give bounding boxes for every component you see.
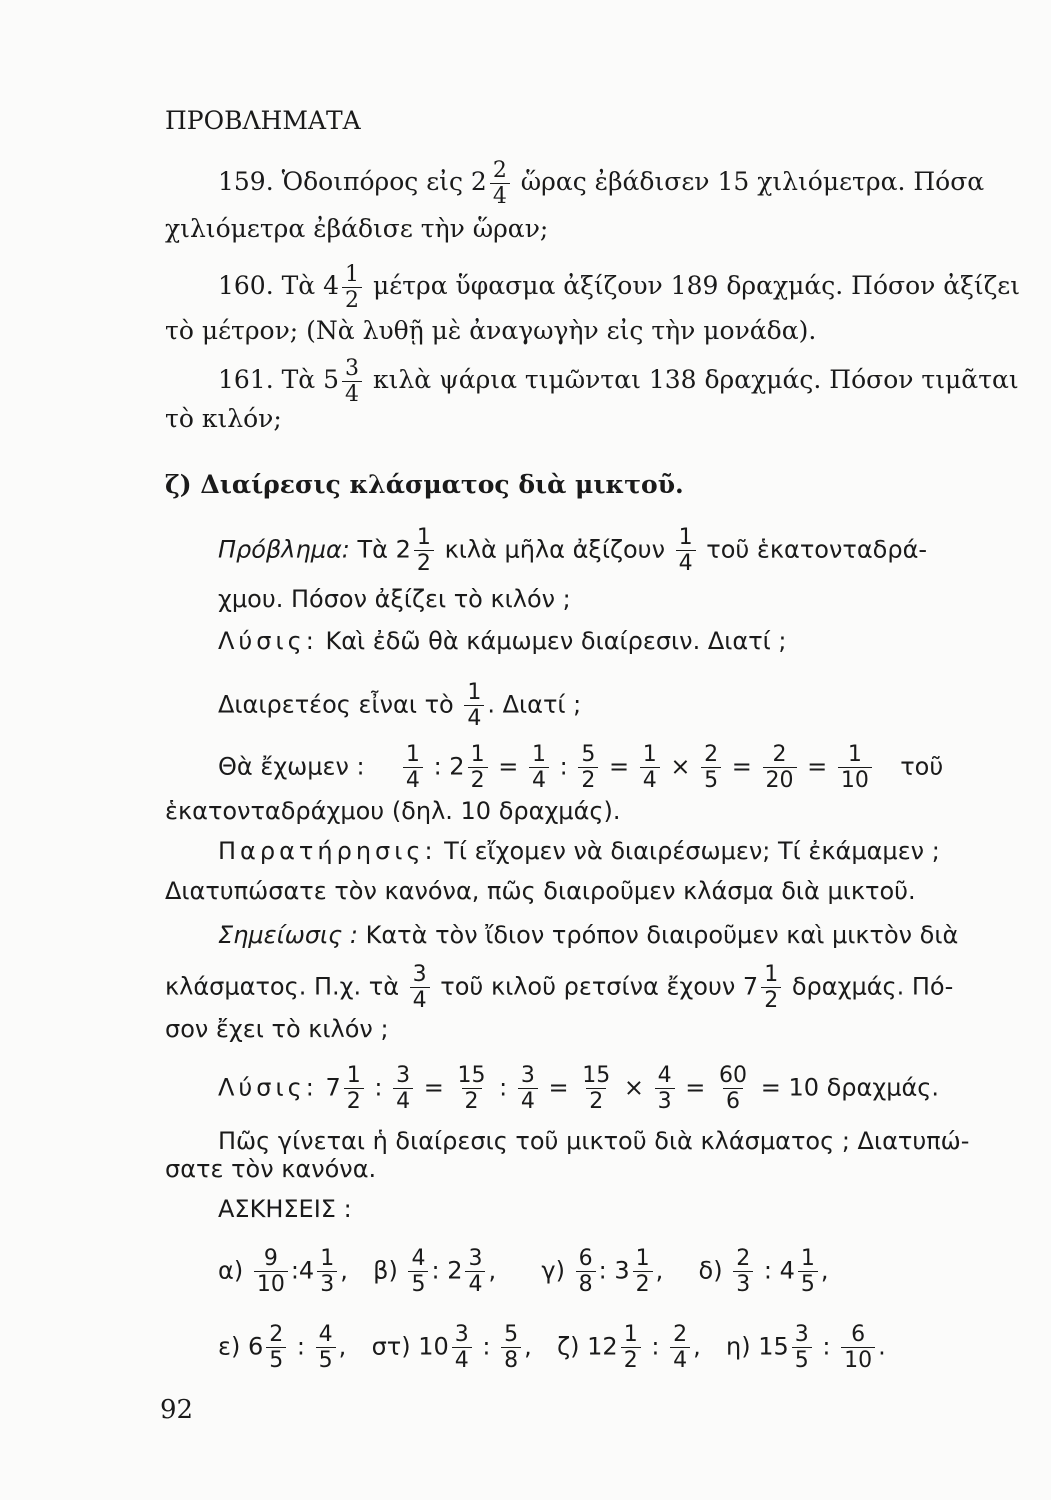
denominator: 2: [468, 767, 488, 793]
title-text: ΠΡΟΒΛΗΜΑΤΑ: [165, 106, 361, 135]
fraction: [501, 1322, 521, 1373]
mixed-whole: 2: [449, 752, 465, 781]
fraction: [670, 1322, 690, 1373]
page-title: [165, 104, 361, 138]
exercise-label: δ): [698, 1256, 723, 1285]
numerator: 2: [704, 742, 719, 767]
problem-text: ὥρας ἐβάδισεν 15 χιλιόμετρα. Πόσα: [520, 167, 985, 196]
numerator: 1: [470, 742, 485, 767]
fraction: [408, 1246, 428, 1297]
remark-label: Παρατήρησις:: [218, 837, 437, 865]
operator: =: [423, 1073, 444, 1102]
fraction: [254, 1246, 288, 1297]
mixed-whole: 10: [418, 1332, 449, 1361]
denominator: 8: [576, 1271, 596, 1297]
exercise-label: η): [725, 1332, 751, 1361]
problem-text: τὸ κιλόν;: [165, 404, 282, 433]
note-line2: [165, 962, 953, 1013]
fraction: [266, 1322, 286, 1373]
problem-statement-line1: [218, 525, 927, 576]
exercises-title-text: ΑΣΚΗΣΕΙΣ :: [218, 1195, 352, 1223]
denominator: 8: [501, 1347, 521, 1373]
mixed-whole: 4: [323, 271, 340, 300]
problem-number: 161.: [218, 365, 274, 394]
numerator: 6: [578, 1246, 593, 1271]
operator: =: [548, 1073, 569, 1102]
operator: =: [608, 752, 630, 781]
note-text: Κατὰ τὸν ἴδιον τρόπον διαιροῦμεν καὶ μικτὸν διὰ: [365, 921, 959, 949]
section-heading: [165, 468, 684, 502]
denominator: 4: [529, 767, 549, 793]
fraction: [342, 356, 362, 407]
solution2-question2: [165, 1152, 376, 1186]
note-text: κλάσματος. Π.χ. τὰ: [165, 972, 400, 1001]
exercise-label: ζ): [557, 1332, 580, 1361]
problem-text: μέτρα ὕφασμα ἀξίζουν 189 δραχμάς. Πόσον ἀξίζει: [373, 271, 1021, 300]
note-text: τοῦ κιλοῦ ρετσίνα ἔχουν: [440, 972, 736, 1001]
remark-line1: [218, 834, 940, 868]
numerator: 1: [346, 1063, 361, 1088]
operator: =: [760, 1073, 781, 1102]
separator: .: [878, 1332, 886, 1361]
numerator: 3: [396, 1063, 411, 1088]
denominator: 5: [266, 1347, 286, 1373]
problem-text: Τὰ: [281, 271, 316, 300]
mixed-whole: 4: [779, 1256, 795, 1285]
numerator: 5: [504, 1322, 519, 1347]
numerator: 1: [416, 525, 431, 550]
fraction: [579, 1063, 613, 1114]
denominator: 2: [342, 287, 362, 313]
mixed-whole: 2: [470, 167, 487, 196]
numerator: 9: [263, 1246, 278, 1271]
fraction: [393, 1063, 413, 1114]
denominator: 2: [414, 550, 434, 576]
fraction: [761, 962, 781, 1013]
fraction: [410, 962, 430, 1013]
fraction: [518, 1063, 538, 1114]
operator: :: [822, 1332, 831, 1361]
denominator: 5: [701, 767, 721, 793]
fraction: [403, 742, 423, 793]
problem-number: 159.: [218, 167, 274, 196]
solution2-equation: [218, 1063, 939, 1114]
denominator: 4: [464, 705, 484, 731]
fraction: [317, 1246, 337, 1297]
solution-text: Διαιρετέος εἶναι τὸ: [218, 690, 454, 719]
fraction: [621, 1322, 641, 1373]
fraction: [468, 742, 488, 793]
separator: ,: [488, 1256, 497, 1285]
solution-text: . Διατί ;: [487, 690, 582, 719]
mixed-whole: 4: [298, 1256, 315, 1285]
denominator: 2: [462, 1088, 482, 1114]
denominator: 3: [655, 1088, 675, 1114]
numerator: 2: [492, 158, 507, 183]
numerator: 1: [764, 962, 779, 987]
fraction: [576, 1246, 596, 1297]
fraction: [414, 525, 434, 576]
numerator: 3: [345, 356, 360, 381]
operator: =: [807, 752, 828, 781]
mixed-whole: 7: [742, 972, 759, 1001]
denominator: 4: [393, 1088, 413, 1114]
solution-text: σατε τὸν κανόνα.: [165, 1155, 377, 1183]
fraction: [763, 742, 797, 793]
remark-text: Διατυπώσατε τὸν κανόνα, πῶς διαιροῦμεν κλάσμα διὰ μικτοῦ.: [165, 877, 916, 905]
equation-text: ἑκατονταδράχμου (δηλ. 10 δραχμάς).: [165, 797, 621, 825]
operator: :: [374, 1073, 383, 1102]
denominator: 2: [633, 1271, 653, 1297]
numerator: 3: [520, 1063, 535, 1088]
denominator: 4: [670, 1347, 690, 1373]
problem-label: Πρόβλημα:: [218, 535, 350, 564]
numerator: 3: [794, 1322, 809, 1347]
numerator: 1: [847, 742, 862, 767]
operator: =: [731, 752, 752, 781]
exercise-label: β): [373, 1256, 398, 1285]
fraction: [701, 742, 721, 793]
fraction: [455, 1063, 489, 1114]
solution-result: 10 δραχμάς.: [788, 1073, 940, 1102]
denominator: 10: [841, 1347, 875, 1373]
note-text: σον ἔχει τὸ κιλόν ;: [165, 1015, 389, 1043]
fraction: [640, 742, 660, 793]
numerator: 3: [468, 1246, 483, 1271]
exercise-label: στ): [371, 1332, 411, 1361]
denominator: 20: [763, 767, 797, 793]
numerator: 4: [657, 1063, 672, 1088]
numerator: 4: [318, 1322, 333, 1347]
solution-line1: [218, 624, 786, 658]
numerator: 6: [851, 1322, 866, 1347]
note-line3: [165, 1012, 389, 1046]
exercise-label: ε): [218, 1332, 241, 1361]
numerator: 1: [800, 1246, 815, 1271]
exercises-row2: [218, 1322, 886, 1373]
fraction: [316, 1322, 336, 1373]
remark-line2: [165, 874, 916, 908]
exercises-title: [218, 1192, 352, 1226]
problem-text: τοῦ ἑκατονταδρά-: [706, 535, 928, 564]
numerator: 2: [772, 742, 787, 767]
remark-text: Τί εἴχομεν νὰ διαιρέσωμεν; Τί ἐκάμαμεν ;: [444, 837, 940, 865]
numerator: 1: [345, 262, 360, 287]
numerator: 1: [531, 742, 546, 767]
numerator: 2: [673, 1322, 688, 1347]
fraction: [342, 262, 362, 313]
solution-label: Λύσις:: [218, 627, 318, 655]
mixed-whole: 5: [323, 365, 340, 394]
numerator: 1: [623, 1322, 638, 1347]
problem-159-line2: [165, 212, 548, 246]
problem-number: 160.: [218, 271, 274, 300]
numerator: 1: [635, 1246, 650, 1271]
denominator: 4: [490, 183, 510, 209]
exercises-row1: [218, 1246, 829, 1297]
fraction: [452, 1322, 472, 1373]
mixed-whole: 2: [447, 1256, 463, 1285]
page-number: 92: [160, 1395, 194, 1425]
numerator: 4: [411, 1246, 426, 1271]
separator: ,: [655, 1256, 664, 1285]
separator: ,: [340, 1256, 348, 1285]
mixed-whole: 6: [247, 1332, 264, 1361]
numerator: 3: [454, 1322, 469, 1347]
numerator: 15: [457, 1063, 486, 1088]
note-text: δραχμάς. Πό-: [791, 972, 954, 1001]
operator: :: [433, 752, 442, 781]
note-label: Σημείωσις :: [218, 921, 358, 949]
denominator: 3: [733, 1271, 753, 1297]
fraction: [838, 742, 872, 793]
operator: :: [290, 1256, 299, 1285]
denominator: 10: [254, 1271, 288, 1297]
exercise-label: γ): [541, 1256, 565, 1285]
operator: :: [499, 1073, 508, 1102]
denominator: 4: [640, 767, 660, 793]
separator: ,: [338, 1332, 347, 1361]
numerator: 15: [582, 1063, 611, 1088]
solution-label: Λύσις:: [218, 1073, 318, 1102]
fraction: [344, 1063, 364, 1114]
operator: ×: [623, 1073, 645, 1102]
exercise-label: α): [218, 1256, 244, 1285]
denominator: 5: [408, 1271, 428, 1297]
numerator: 3: [412, 962, 427, 987]
fraction: [529, 742, 549, 793]
denominator: 2: [621, 1347, 641, 1373]
fraction: [465, 1246, 485, 1297]
denominator: 4: [518, 1088, 538, 1114]
fraction: [716, 1063, 750, 1114]
numerator: 5: [581, 742, 596, 767]
denominator: 5: [316, 1347, 336, 1373]
problem-text: χμου. Πόσον ἀξίζει τὸ κιλόν ;: [218, 585, 571, 613]
mixed-whole: 12: [587, 1332, 618, 1361]
problem-text: χιλιόμετρα ἐβάδισε τὴν ὥραν;: [165, 214, 549, 243]
denominator: 4: [465, 1271, 485, 1297]
problem-text: κιλὰ μῆλα ἀξίζουν: [444, 535, 665, 564]
problem-160-line1: [218, 262, 1020, 313]
denominator: 6: [723, 1088, 743, 1114]
operator: =: [685, 1073, 706, 1102]
denominator: 2: [578, 767, 598, 793]
mixed-whole: 3: [614, 1256, 630, 1285]
denominator: 2: [344, 1088, 364, 1114]
denominator: 4: [342, 381, 362, 407]
separator: ,: [820, 1256, 829, 1285]
fraction: [676, 525, 696, 576]
operator: :: [763, 1256, 772, 1285]
problem-159-line1: [218, 158, 984, 209]
denominator: 2: [761, 987, 781, 1013]
equation-line1: [218, 742, 943, 793]
fraction: [490, 158, 510, 209]
denominator: 3: [317, 1271, 337, 1297]
operator: :: [651, 1332, 660, 1361]
fraction: [792, 1322, 812, 1373]
problem-text: Τὰ: [357, 535, 388, 564]
operator: :: [296, 1332, 305, 1361]
denominator: 4: [452, 1347, 472, 1373]
solution-text: Πῶς γίνεται ἡ διαίρεσις τοῦ μικτοῦ διὰ κλάσματος ; Διατυπώ-: [218, 1127, 970, 1155]
operator: :: [559, 752, 568, 781]
problem-160-line2: [165, 314, 816, 348]
denominator: 4: [410, 987, 430, 1013]
operator: =: [498, 752, 519, 781]
solution-line2: [218, 680, 581, 731]
problem-text: κιλὰ ψάρια τιμῶνται 138 δραχμάς. Πόσον τιμᾶται: [373, 365, 1019, 394]
denominator: 5: [792, 1347, 812, 1373]
separator: ,: [693, 1332, 701, 1361]
problem-text: τὸ μέτρον; (Νὰ λυθῇ μὲ ἀναγωγὴν εἰς τὴν μονάδα).: [165, 316, 817, 345]
solution-text: Καὶ ἐδῶ θὰ κάμωμεν διαίρεσιν. Διατί ;: [325, 627, 787, 655]
operator: :: [482, 1332, 491, 1361]
fraction: [798, 1246, 818, 1297]
numerator: 1: [678, 525, 693, 550]
denominator: 4: [403, 767, 423, 793]
note-line1: [218, 918, 958, 952]
denominator: 2: [586, 1088, 606, 1114]
fraction: [733, 1246, 753, 1297]
problem-161-line1: [218, 356, 1019, 407]
mixed-whole: 7: [325, 1073, 341, 1102]
separator: ,: [524, 1332, 532, 1361]
fraction: [578, 742, 598, 793]
numerator: 1: [405, 742, 420, 767]
numerator: 1: [320, 1246, 335, 1271]
operator: :: [431, 1256, 440, 1285]
fraction: [464, 680, 484, 731]
fraction: [655, 1063, 675, 1114]
numerator: 1: [467, 680, 482, 705]
problem-161-line2: [165, 402, 282, 436]
numerator: 2: [269, 1322, 284, 1347]
equation-lead: Θὰ ἔχωμεν :: [218, 752, 365, 781]
mixed-whole: 15: [758, 1332, 789, 1361]
fraction: [841, 1322, 875, 1373]
problem-text: Ὁδοιπόρος εἰς: [281, 167, 463, 196]
section-heading-text: ζ) Διαίρεσις κλάσματος διὰ μικτοῦ.: [165, 470, 684, 499]
operator: ×: [670, 752, 691, 781]
numerator: 1: [642, 742, 657, 767]
equation-line2: [165, 794, 620, 828]
fraction: [633, 1246, 653, 1297]
denominator: 10: [838, 767, 872, 793]
problem-statement-line2: [218, 582, 571, 616]
numerator: 60: [719, 1063, 748, 1088]
mixed-whole: 2: [395, 535, 411, 564]
problem-text: Τὰ: [281, 365, 316, 394]
equation-tail: τοῦ: [900, 752, 944, 781]
denominator: 5: [798, 1271, 818, 1297]
numerator: 2: [736, 1246, 751, 1271]
operator: :: [598, 1256, 607, 1285]
denominator: 4: [676, 550, 696, 576]
